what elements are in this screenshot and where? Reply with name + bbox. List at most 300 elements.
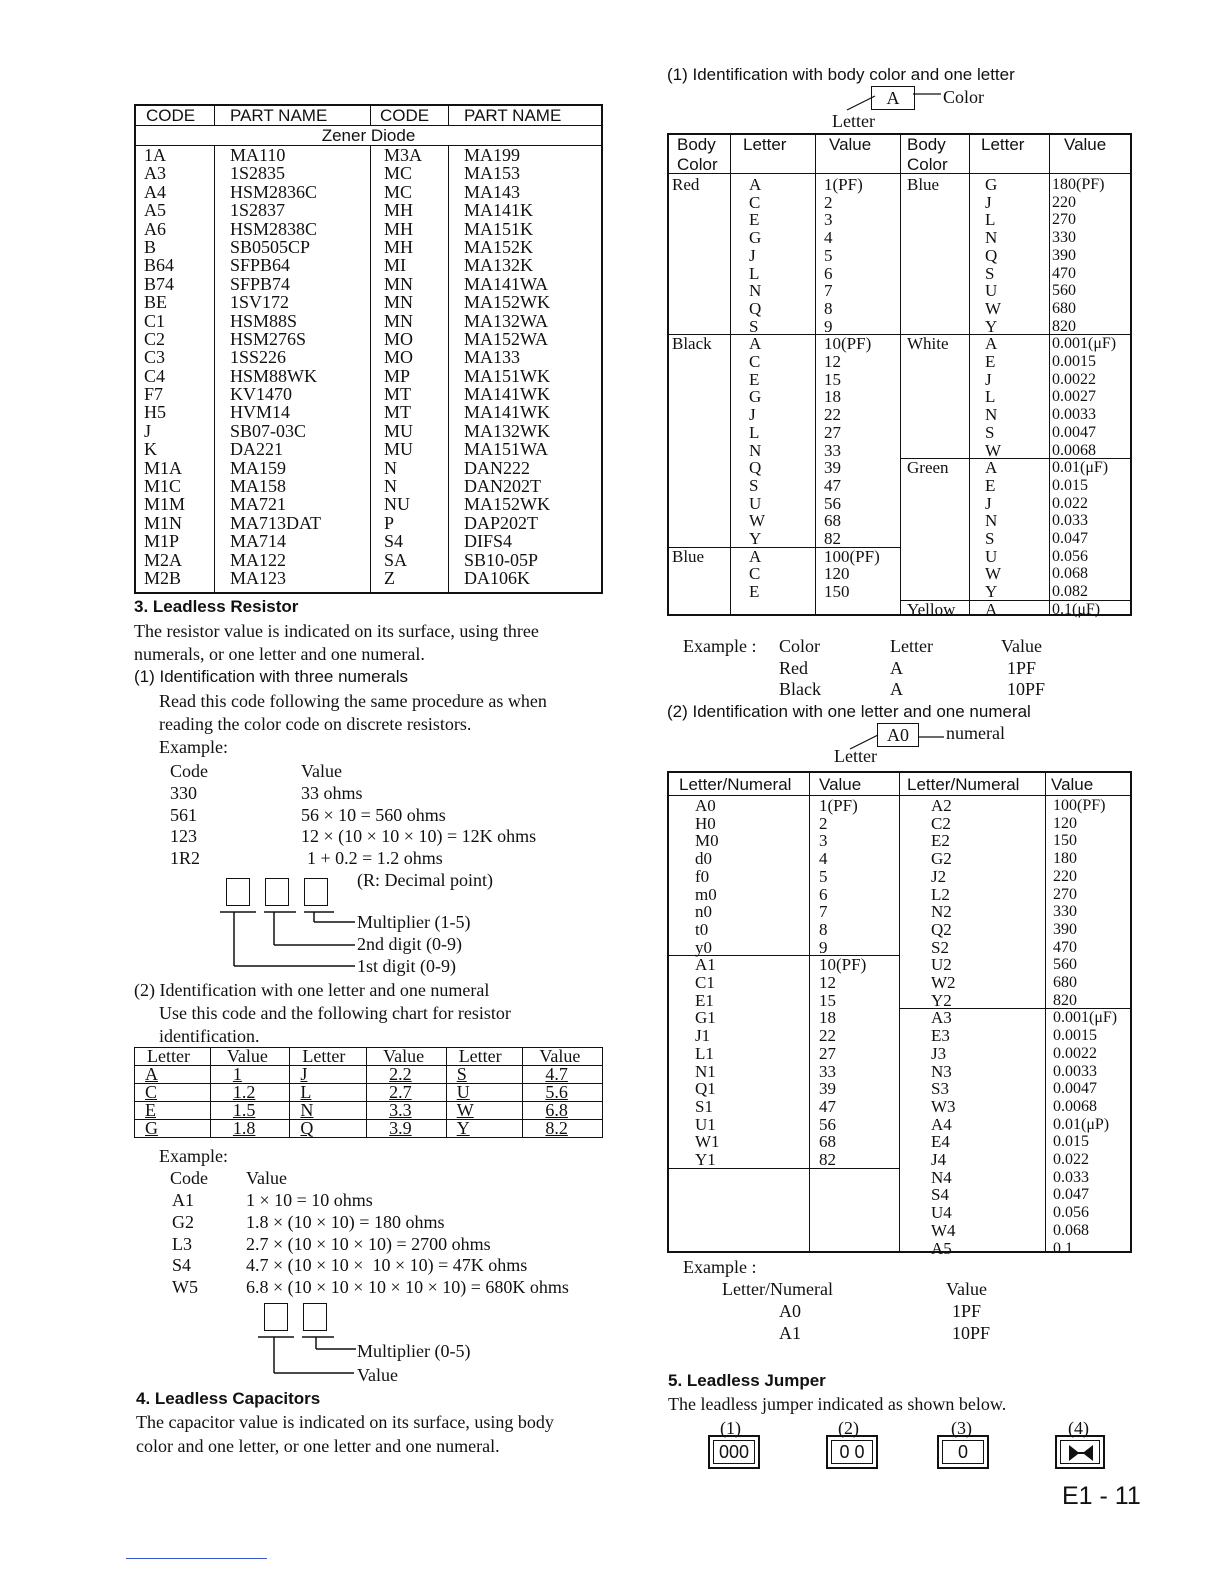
table-cell: MA159 [230,457,287,478]
table-cell: N [985,511,998,531]
table-cell: MA714 [230,531,287,552]
table-cell: DAN222 [464,457,530,478]
digit-box [265,878,289,906]
example-code: W5 [172,1277,198,1298]
table-cell: 4 [824,228,833,248]
table-row [136,330,601,348]
table-cell: DAP202T [464,512,539,533]
table-cell: 5 [819,866,828,886]
jumper-box [708,1435,760,1469]
table-cell: 0.0047 [1053,1080,1097,1098]
table-cell: J1 [695,1026,711,1046]
diagram-label: numeral [946,723,1005,743]
digit-box [303,1303,327,1331]
divider [1045,773,1046,1251]
table-cell: 1(PF) [819,796,858,815]
divider [370,106,371,125]
table-cell: 0.047 [1052,530,1088,547]
table-cell: MA132WK [464,420,550,441]
paragraph: reading the color code on discrete resistors. [159,714,472,734]
example-code: S4 [172,1255,192,1276]
table-cell: 100(PF) [824,546,880,566]
table-cell: 270 [1053,885,1077,903]
table-cell: N [985,405,998,425]
paragraph: The resistor value is indicated on its surface, using three [134,621,539,641]
table-cell: E [749,582,760,602]
table-cell: N [384,476,397,497]
table-cell: 27 [819,1043,836,1063]
table-cell: MU [384,439,414,460]
table-cell: 0.047 [1053,1186,1089,1204]
table-cell: 0.0022 [1052,370,1096,388]
column-header: Color [779,636,821,656]
table-cell: 330 [1052,229,1076,247]
table-cell: E4 [931,1132,950,1152]
table-cell: J [749,245,756,265]
table-cell: 47 [819,1096,836,1116]
table-cell: U1 [695,1114,716,1134]
table-row [136,403,601,421]
body-color: Blue [672,546,705,566]
table-cell: 0.015 [1052,476,1088,494]
table-header: Value [819,775,862,794]
table-cell: MC [384,163,413,184]
divider [815,135,816,614]
table-cell: MA122 [230,549,287,570]
table-cell: MA141WK [464,384,550,405]
example-code: L3 [172,1233,192,1254]
digit-diagram-lines [220,906,360,976]
table-cell: 0.082 [1052,583,1088,601]
table-cell: J [144,420,152,441]
table-row [136,348,601,366]
table-cell: J4 [931,1150,947,1169]
table-cell: 15 [824,369,841,389]
table-header: Body Color [907,135,948,174]
table-cell: 3 [819,831,828,851]
table-cell: M2A [144,549,183,570]
table-cell: 0.056 [1053,1204,1089,1222]
table-header: Value [829,135,872,154]
table-cell: HSM276S [230,328,307,349]
jumper-label: (1) [720,1418,741,1438]
table-cell: MA713DAT [230,512,322,533]
table-cell: W4 [931,1220,956,1240]
table-cell: Q [749,298,762,318]
table-cell: n0 [695,902,712,922]
table-cell: F7 [144,384,164,405]
table-cell: 2 [819,813,828,833]
column-header: Code [170,1168,208,1188]
table-cell: 1S2835 [230,163,286,184]
table-cell: M1P [144,531,180,552]
table-cell: Q [749,458,762,478]
table-cell: W2 [931,973,956,992]
table-cell: J [290,1066,367,1084]
table-cell: Y2 [931,990,952,1010]
table-cell: 560 [1053,956,1077,974]
body-color: Yellow [907,599,956,619]
diagram-label: 1st digit (0-9) [357,956,456,976]
table-cell: 0.0027 [1052,388,1096,406]
table-cell: C1 [144,310,166,331]
table-cell: L [290,1084,367,1102]
table-row [135,1066,603,1084]
table-cell: MA133 [464,347,521,368]
page-number: E1 - 11 [1062,1482,1141,1510]
diagram-label: Value [357,1365,398,1385]
table-cell: S [446,1066,523,1084]
table-cell: 2.7 [367,1084,447,1102]
table-header: Letter [981,135,1025,154]
table-cell: N1 [695,1061,716,1081]
table-cell: 8 [824,298,833,318]
table-header: Value [523,1048,603,1066]
capacitor-numeral-table [667,771,1132,1258]
table-cell: A6 [144,218,166,239]
table-row [136,183,601,201]
table-cell: N4 [931,1167,952,1187]
table-cell: A [749,546,762,566]
table-cell: MN [384,310,414,331]
table-cell: G [749,387,762,407]
table-header: CODE [380,106,430,125]
table-cell: A0 [695,796,716,815]
table-cell: KV1470 [230,384,292,405]
digit-box [264,1303,288,1331]
example-cell: A [890,679,903,699]
table-cell: N3 [931,1061,952,1081]
table-cell: 180(PF) [1052,176,1105,193]
table-cell: 9 [819,937,828,957]
diagram-label: Letter [832,111,875,131]
table-cell: 8 [819,919,828,939]
table-cell: A [985,334,998,354]
table-cell: A3 [144,163,166,184]
table-cell: M3A [384,145,423,165]
table-row [135,1120,603,1138]
table-cell: 1S2837 [230,200,286,221]
table-cell: MO [384,328,414,349]
table-cell: H5 [144,402,166,423]
table-cell: 0.1 [1053,1239,1073,1257]
table-cell: 1.5 [210,1102,290,1120]
divider [214,106,215,125]
table-header: CODE [146,106,196,125]
table-cell: A4 [931,1114,952,1134]
table-cell: L [749,263,760,283]
table-cell: E2 [931,831,950,851]
table-cell: U [749,493,762,513]
table-cell: S [985,422,995,442]
table-cell: MA141K [464,200,534,221]
table-body [136,146,601,587]
table-cell: S [749,475,759,495]
table-cell: DA106K [464,567,530,588]
divider [448,106,449,125]
table-cell: G [985,175,998,194]
table-cell: 0.0068 [1052,441,1096,459]
table-cell: J2 [931,866,947,886]
table-cell: E [135,1102,211,1120]
table-cell: A [749,334,762,354]
jumper-label: (2) [838,1418,859,1438]
table-cell: 56 [824,493,841,513]
table-row [136,459,601,477]
table-cell: U [446,1084,523,1102]
table-cell: W [446,1102,523,1120]
table-cell: J [985,493,992,513]
table-cell: 68 [819,1132,836,1152]
table-cell: 5 [824,245,833,265]
table-cell: N [749,440,762,460]
table-cell: A [135,1066,211,1084]
zener-diode-table [134,104,603,594]
table-cell: 18 [819,1008,836,1028]
table-row [136,532,601,550]
table-row [136,385,601,403]
table-cell: 2 [824,192,833,212]
example-code: G2 [172,1211,194,1232]
table-cell: 0.0015 [1052,353,1096,370]
table-header: Value [1051,775,1094,794]
table-row [135,1084,603,1102]
table-cell: C2 [144,328,166,349]
table-row [136,238,601,256]
table-cell: MA199 [464,145,521,165]
table-cell: L2 [931,884,950,904]
table-cell: W1 [695,1132,720,1152]
table-cell: 39 [824,458,841,478]
body-color: Red [672,175,700,194]
table-cell: C [749,564,761,584]
table-cell: 1SS226 [230,347,287,368]
table-cell: P [384,512,395,533]
table-cell: HVM14 [230,402,291,423]
table-cell: MH [384,200,414,221]
table-cell: 39 [819,1079,836,1099]
table-cell: 27 [824,422,841,442]
subheading: (1) Identification with three numerals [134,667,409,686]
example-code: A1 [172,1190,194,1210]
table-cell: L [749,422,760,442]
table-row [135,1102,603,1120]
example-cell: 10PF [1007,679,1046,699]
jumper-box [1055,1435,1105,1469]
table-header: Letter [446,1048,523,1066]
table-cell: A4 [144,181,166,202]
table-cell: MH [384,236,414,257]
table-cell: G [135,1120,211,1138]
table-cell: 150 [824,582,850,602]
table-cell: W [985,298,1002,318]
table-cell: MN [384,292,414,313]
table-cell: 1(PF) [824,175,863,194]
example-value: 4.7 × (10 × 10 × 10 × 10) = 47K ohms [246,1255,528,1276]
table-cell: N [290,1102,367,1120]
example-cell: 10PF [952,1323,991,1343]
jumper-box [937,1435,989,1469]
column-header: Value [1001,636,1042,656]
table-cell: S [985,529,995,548]
divider [669,795,1130,796]
table-cell: E [985,352,996,371]
table-cell: L1 [695,1043,714,1063]
digit-box [226,878,250,906]
table-cell: 18 [824,387,841,407]
table-cell: 0.015 [1053,1133,1089,1151]
code-box: A0 [877,723,919,747]
table-cell: f0 [695,866,710,886]
table-cell: 1 [210,1066,290,1084]
table-cell: d0 [695,849,712,869]
table-row [136,164,601,182]
table-cell: 0.068 [1053,1221,1089,1239]
body-color: White [907,334,949,354]
table-cell: 220 [1052,193,1076,211]
table-cell: 390 [1053,920,1077,938]
divider [969,135,970,614]
table-cell: 470 [1052,264,1076,282]
table-cell: MC [384,181,413,202]
table-cell: 22 [819,1026,836,1046]
table-cell: 2.2 [367,1066,447,1084]
table-row [136,477,601,495]
table-header: PART NAME [230,106,328,125]
example-label: Example : [683,636,757,656]
jumper-mark: 0 [957,1442,968,1462]
table-row [136,495,601,513]
table-cell: 0.0033 [1053,1062,1097,1080]
column-header: Letter [890,636,933,656]
table-cell: E3 [931,1026,950,1046]
table-cell: MP [384,365,411,386]
example-value: 12 × (10 × 10 × 10) = 12K ohms [301,826,537,846]
body-color: Green [907,458,949,478]
table-cell: 68 [824,511,841,531]
table-cell: MT [384,402,411,423]
table-row [136,256,601,274]
table-cell: MA152WK [464,494,550,515]
table-row [136,220,601,238]
example-cell: A1 [779,1323,801,1343]
table-row [136,440,601,458]
table-cell: A3 [931,1008,952,1028]
table-cell: 0.0015 [1053,1027,1097,1045]
table-cell: S1 [695,1096,713,1116]
table-cell: A5 [931,1238,952,1258]
table-cell: J [749,405,756,425]
table-cell: M1M [144,494,186,515]
table-cell: J [985,192,992,212]
table-cell: DA221 [230,439,283,460]
table-cell: 7 [824,281,833,301]
example-cell: A0 [779,1301,801,1321]
table-cell: J [985,369,992,389]
paragraph: numerals, or one letter and one numeral. [134,644,425,664]
table-cell: 1SV172 [230,292,290,313]
table-cell: 15 [819,990,836,1010]
table-cell: Y [985,582,998,602]
subheading: (2) Identification with one letter and one numeral [134,980,490,1000]
table-cell: MA152WK [464,292,550,313]
table-cell: Q [985,245,998,265]
paragraph: The leadless jumper indicated as shown below. [668,1394,1007,1414]
diagram-label: 2nd digit (0-9) [357,934,462,954]
table-cell: 0.068 [1052,565,1088,583]
table-cell: A5 [144,200,166,221]
table-cell: 220 [1053,867,1077,885]
table-cell: A [985,458,998,478]
table-cell: C4 [144,365,166,386]
table-cell: SFPB74 [230,273,291,294]
table-cell: U [985,281,998,301]
table-cell: Y1 [695,1150,716,1169]
table-cell: E [749,369,760,389]
example-cell: Red [779,658,808,678]
table-header: Value [210,1048,290,1066]
divider [669,173,1130,174]
divider [126,1558,267,1559]
table-cell: 0.022 [1053,1151,1089,1168]
table-cell: C2 [931,813,951,833]
table-cell: SB07-03C [230,420,307,441]
table-cell: L [985,387,996,407]
table-cell: MA151WK [464,365,550,386]
section-heading-jumper: 5. Leadless Jumper [668,1371,826,1390]
divider [899,773,900,1251]
table-cell: 0.0033 [1052,406,1096,424]
table-cell: NU [384,494,410,515]
table-cell: MA123 [230,567,287,588]
table-cell: B64 [144,255,175,276]
table-cell: MN [384,273,414,294]
table-cell: 6 [824,263,833,283]
capacitor-color-table [667,133,1132,619]
table-cell: N2 [931,902,952,922]
table-cell: Y [446,1120,523,1138]
table-cell: SB10-05P [464,549,539,570]
section-heading-capacitor: 4. Leadless Capacitors [136,1389,321,1408]
table-cell: 33 [819,1061,836,1081]
table-cell: N [985,228,998,248]
body-color: Black [672,334,712,354]
table-cell: 820 [1053,991,1077,1009]
table-header: Letter [290,1048,367,1066]
table-cell: C [135,1084,211,1102]
column-header: Value [246,1168,287,1188]
table-cell: 5.6 [523,1084,603,1102]
table-cell: 330 [1053,903,1077,921]
example-code: 123 [170,826,197,846]
table-cell: 120 [1053,814,1077,832]
column-header: Value [946,1279,987,1299]
table-cell: 0.033 [1052,512,1088,530]
table-cell: 390 [1052,246,1076,264]
table-cell: 180 [1053,850,1077,868]
table-cell: 33 [824,440,841,460]
table-cell: G1 [695,1008,716,1028]
table-row [136,146,601,164]
table-cell: SFPB64 [230,255,291,276]
paragraph: color and one letter, or one letter and one numeral. [136,1436,500,1456]
table-cell: MO [384,347,414,368]
table-cell: 10(PF) [819,955,867,975]
table-cell: S3 [931,1079,949,1099]
table-cell: SA [384,549,408,570]
table-cell: MA110 [230,145,286,165]
example-label: Example : [683,1257,757,1277]
